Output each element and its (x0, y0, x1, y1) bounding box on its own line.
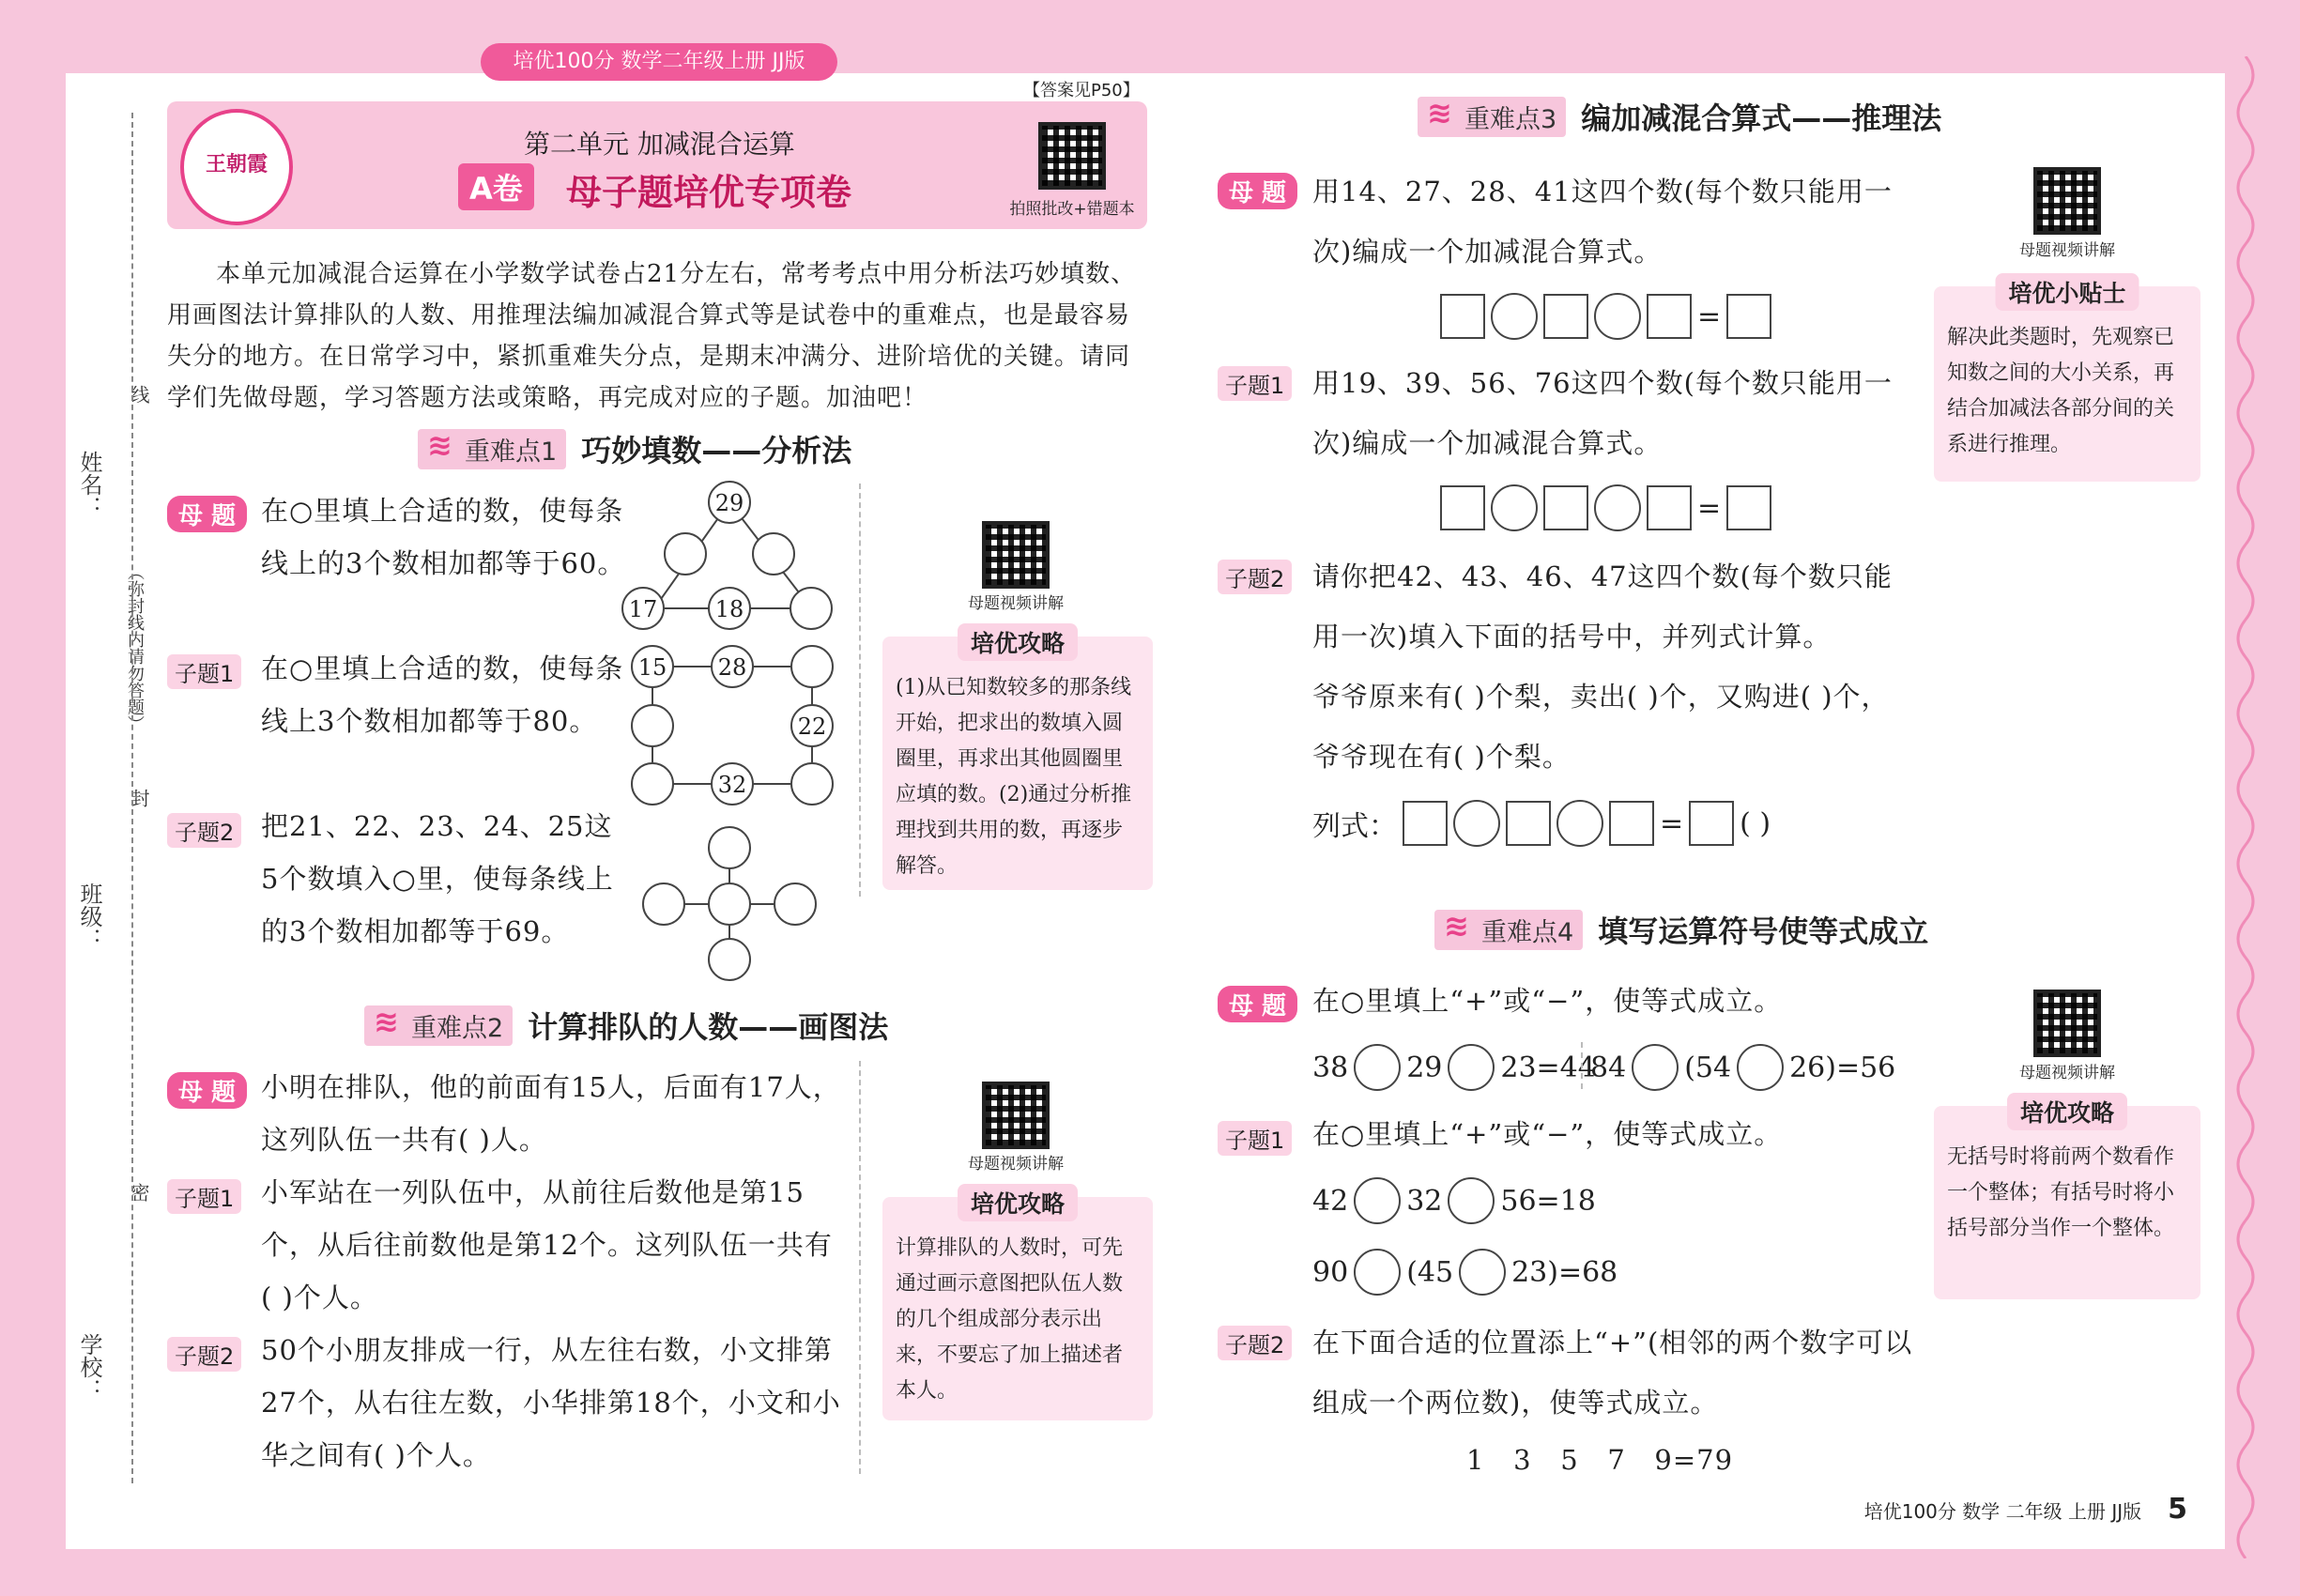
section-1-tag: ≋ 重难点1 (418, 429, 566, 469)
sec1-mu-question: 在○里填上合适的数，使每条线上的3个数相加都等于60。 (261, 495, 626, 579)
section-4-tag: ≋ 重难点4 (1434, 910, 1583, 950)
fig3-circle (709, 827, 750, 868)
sec3-mu-question: 用14、27、28、41这四个数(每个数只能用一次)编成一个加减混合算式。 (1312, 176, 1893, 268)
sec1-figures (620, 474, 845, 990)
fig2-circle (791, 646, 833, 687)
answer-box[interactable] (1647, 294, 1692, 339)
grading-qr-caption: 拍照批改+错题本 (1009, 200, 1135, 219)
fig1-circle (790, 588, 832, 629)
decorative-wave-border (2227, 56, 2264, 1558)
section-3-heading (1418, 98, 1941, 135)
fig3-circle (709, 939, 750, 980)
mi-label: 密 (128, 1183, 150, 1202)
sec4-zi1-equation-1 (1312, 1177, 1596, 1224)
school-field-label: 学校： (76, 1333, 102, 1401)
class-field-label: 班级： (76, 882, 102, 950)
sec4-zi1-label: 子题1 (1218, 1121, 1292, 1156)
name-field-label: 姓名： (76, 451, 102, 518)
number-text: 32 (1406, 1184, 1443, 1218)
operator-circle[interactable] (1448, 1177, 1495, 1224)
fig2-number: 32 (717, 772, 747, 798)
book-title-tab: 培优100分 数学二年级上册 JJ版 (481, 43, 837, 81)
sec4-video-caption: 母题视频讲解 (2019, 1064, 2115, 1082)
answer-box[interactable] (1726, 485, 1771, 530)
number-text: 23=44 (1500, 1051, 1596, 1084)
number-text: (45 (1406, 1255, 1454, 1289)
unit-intro: 本单元加减混合运算在小学数学试卷占21分左右，常考考点中用分析法巧妙填数、用画图法计算排队的人数、用推理法编加减混合算式等是试卷中的重难点，也是最容易失分的地方。在日常学习中，紧抓重难失分点，是期末冲满分、进阶培优的关键。请同学们先做母题，学习答题方法或策略，再完成对应的子题。加油吧！ (167, 260, 1137, 412)
sec2-tip-text: 计算排队的人数时，可先通过画示意图把队伍人数的几个组成部分表示出来，不要忘了加上描述者本人。 (896, 1236, 1124, 1403)
sec2-tip-box (882, 1190, 1153, 1420)
sec3-tip-text: 解决此类题时，先观察已知数之间的大小关系，再结合加减法各部分间的关系进行推理。 (1947, 326, 2175, 456)
number-text: 84 (1590, 1051, 1627, 1084)
operator-circle[interactable] (1448, 1044, 1495, 1091)
sec1-divider (859, 483, 861, 897)
answer-box[interactable] (1609, 801, 1654, 846)
brand-logo: 王朝霞 (180, 109, 293, 225)
number-text: 38 (1312, 1051, 1349, 1084)
sec1-video-caption: 母题视频讲解 (968, 594, 1064, 613)
operator-circle[interactable] (1354, 1177, 1401, 1224)
binding-note: （弥封线内请勿答题） (125, 563, 145, 732)
fig1-number: 17 (628, 596, 658, 622)
number-text: 56=18 (1500, 1184, 1596, 1218)
fig1-number: 18 (714, 596, 744, 622)
grading-qr-code[interactable] (1038, 122, 1106, 190)
sec3-zi2-equation (1312, 800, 1771, 847)
sec2-zi2-question: 50个小朋友排成一行，从左往右数，小文排第27个，从右往左数，小华排第18个，小文和小华之间有( )个人。 (261, 1334, 841, 1471)
sec1-zi2-label: 子题2 (167, 813, 241, 848)
answer-box[interactable] (1726, 294, 1771, 339)
page-number: 5 (2168, 1493, 2187, 1526)
sec4-mu-equation-2 (1590, 1044, 1895, 1091)
section-3-name: 编加减混合算式——推理法 (1581, 100, 1942, 136)
sec4-mu-equation-1 (1312, 1044, 1596, 1091)
operator-circle[interactable] (1459, 1249, 1506, 1296)
equals-sign: = (1697, 491, 1722, 525)
section-2-tag: ≋ 重难点2 (364, 1005, 513, 1046)
section-1-name: 巧妙填数——分析法 (581, 433, 852, 468)
answer-box[interactable] (1440, 294, 1485, 339)
fig2-number: 22 (797, 714, 827, 740)
sec2-zi1-label: 子题1 (167, 1179, 241, 1214)
answer-box[interactable] (1647, 485, 1692, 530)
sec3-zi1-question: 用19、39、56、76这四个数(每个数只能用一次)编成一个加减混合算式。 (1312, 367, 1893, 459)
sec1-mu-label: 母 题 (167, 496, 247, 532)
equals-sign: = (1697, 299, 1722, 333)
page-footer (1864, 1493, 2187, 1526)
section-1-heading (418, 430, 851, 468)
binding-dashed-line (131, 113, 133, 1483)
sec3-video-caption: 母题视频讲解 (2019, 241, 2115, 260)
number-text: 90 (1312, 1255, 1349, 1289)
operator-circle[interactable] (1737, 1044, 1784, 1091)
sec1-tip-title: 培优攻略 (958, 623, 1078, 661)
fig3-circle (774, 883, 816, 925)
sec3-mu-label: 母 题 (1218, 173, 1297, 209)
operator-circle[interactable] (1354, 1044, 1401, 1091)
sec1-tip-text: (1)从已知数较多的那条线开始，把求出的数填入圆圈里，再求出其他圆圈里应填的数。(2)通过分析推理找到共用的数，再逐步解答。 (896, 676, 1132, 878)
fig2-circle (791, 763, 833, 805)
sec4-tip-title: 培优攻略 (2007, 1093, 2127, 1130)
sec1-video-qr[interactable] (982, 521, 1050, 589)
answer-box[interactable] (1403, 801, 1448, 846)
fig2-number: 28 (717, 654, 747, 681)
footer-text: 培优100分 数学 二年级 上册 JJ版 (1863, 1500, 2142, 1523)
sec4-tip-box (1934, 1099, 2200, 1299)
sec4-video-qr[interactable] (2033, 990, 2101, 1057)
sec4-zi2-equation: 1 3 5 7 9=79 (1466, 1444, 1734, 1476)
sec3-zi1-label: 子题1 (1218, 366, 1292, 401)
sec3-zi2-question: 请你把42、43、46、47这四个数(每个数只能用一次)填入下面的括号中，并列式计算。 (1312, 560, 1893, 652)
fig3-circle (709, 883, 750, 925)
sec2-video-caption: 母题视频讲解 (968, 1155, 1064, 1174)
paper-header (167, 101, 1147, 229)
sec4-mu-question: 在○里填上“+”或“−”，使等式成立。 (1312, 985, 1783, 1017)
fig1-circle (665, 533, 706, 575)
sec3-zi1-equation (1440, 484, 1771, 531)
sec2-mu-question: 小明在排队，他的前面有15人，后面有17人，这列队伍一共有( )人。 (261, 1071, 841, 1156)
sec3-zi2-label: 子题2 (1218, 560, 1292, 594)
fig3-circle (643, 883, 684, 925)
number-text: (54 (1684, 1051, 1732, 1084)
sec3-tip-box (1934, 280, 2200, 482)
number-text: 23)=68 (1511, 1255, 1618, 1289)
operator-circle[interactable] (1453, 800, 1500, 847)
sec4-eq-divider (1581, 1042, 1583, 1089)
answer-box[interactable] (1440, 485, 1485, 530)
feng-label: 封 (128, 789, 150, 807)
paper-title: 母子题培优专项卷 (566, 172, 852, 213)
paper-letter-badge: A卷 (458, 163, 534, 210)
sec3-video-qr[interactable] (2033, 167, 2101, 235)
operator-circle[interactable] (1354, 1249, 1401, 1296)
number-text: 29 (1406, 1051, 1443, 1084)
sec2-mu-label: 母 题 (167, 1072, 247, 1109)
operator-circle[interactable] (1491, 293, 1538, 340)
answer-box[interactable] (1689, 801, 1734, 846)
operator-circle[interactable] (1594, 484, 1641, 531)
section-2-heading (364, 1006, 888, 1044)
sec2-zi1-question: 小军站在一列队伍中，从前往后数他是第15个，从后往前数他是第12个。这列队伍一共有( )个人。 (261, 1176, 833, 1313)
sec1-zi1-label: 子题1 (167, 654, 241, 689)
answer-box[interactable] (1543, 294, 1588, 339)
sec4-tip-text: 无括号时将前两个数看作一个整体；有括号时将小括号部分当作一个整体。 (1947, 1145, 2175, 1240)
number-text: 26)=56 (1789, 1051, 1896, 1084)
sec4-zi1-question: 在○里填上“+”或“−”，使等式成立。 (1312, 1118, 1783, 1150)
sec2-divider (859, 1061, 861, 1474)
sec2-tip-title: 培优攻略 (958, 1184, 1078, 1221)
section-4-name: 填写运算符号使等式成立 (1598, 913, 1929, 949)
lieshi-label: 列式： (1312, 810, 1397, 843)
sec2-video-qr[interactable] (982, 1082, 1050, 1149)
unit-title: 第二单元 加减混合运算 (524, 129, 795, 160)
sec3-mu-equation (1440, 293, 1771, 340)
answer-box[interactable] (1506, 801, 1551, 846)
equals-sign: = (1660, 806, 1684, 840)
sec2-zi2-label: 子题2 (167, 1337, 241, 1372)
section-3-tag: ≋ 重难点3 (1418, 97, 1566, 137)
section-2-name: 计算排队的人数——画图法 (528, 1009, 889, 1045)
fig1-number: 29 (714, 490, 744, 516)
unit-paren: ( ) (1740, 806, 1771, 840)
operator-circle[interactable] (1632, 1044, 1679, 1091)
sec1-zi2-question: 把21、22、23、24、25这5个数填入○里，使每条线上的3个数相加都等于69。 (261, 810, 614, 947)
sec4-mu-label: 母 题 (1218, 986, 1297, 1022)
fig2-circle (632, 763, 673, 805)
number-text: 42 (1312, 1184, 1349, 1218)
operator-circle[interactable] (1491, 484, 1538, 531)
fig1-circle (753, 533, 794, 575)
operator-circle[interactable] (1594, 293, 1641, 340)
fig2-circle (632, 705, 673, 746)
sec4-zi2-question: 在下面合适的位置添上“+”(相邻的两个数字可以组成一个两位数)，使等式成立。 (1312, 1327, 1913, 1419)
xian-label: 线 (128, 385, 150, 404)
sec4-zi1-equation-2 (1312, 1249, 1618, 1296)
answer-box[interactable] (1543, 485, 1588, 530)
sec1-tip-box (882, 630, 1153, 890)
sec4-zi2-label: 子题2 (1218, 1326, 1292, 1360)
answer-reference: 【答案见P50】 (1023, 81, 1140, 100)
operator-circle[interactable] (1556, 800, 1603, 847)
sec3-tip-title: 培优小贴士 (1995, 273, 2139, 311)
section-4-heading (1434, 911, 1928, 948)
sec3-zi2-story: 爷爷原来有( )个梨，卖出( )个，又购进( )个，爷爷现在有( )个梨。 (1312, 681, 1890, 773)
fig2-number: 15 (637, 654, 667, 681)
sec1-zi1-question: 在○里填上合适的数，使每条线上3个数相加都等于80。 (261, 652, 624, 737)
